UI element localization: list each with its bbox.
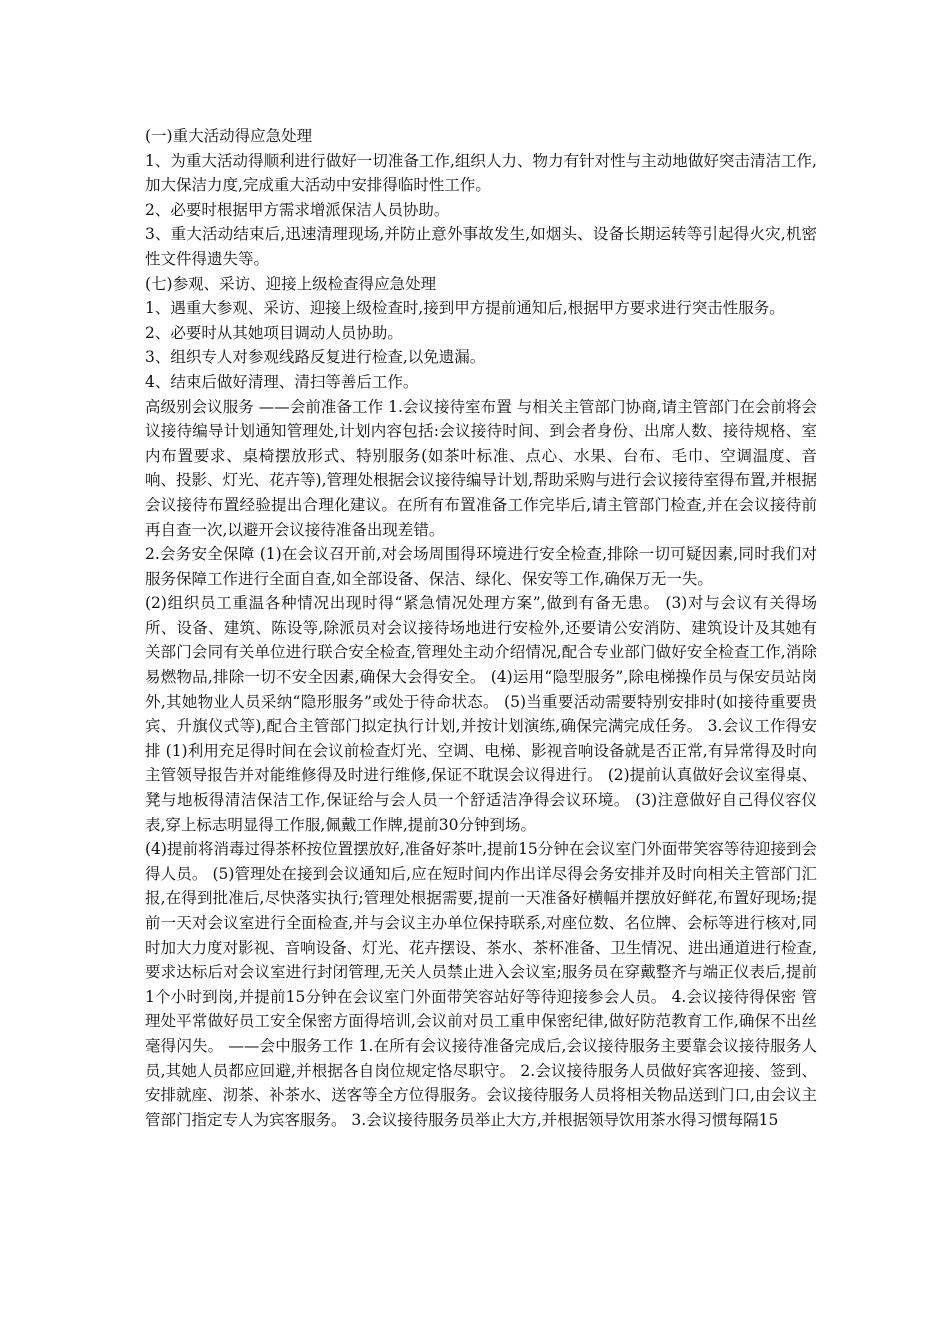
paragraph: 1、遇重大参观、采访、迎接上级检查时,接到甲方提前通知后,根据甲方要求进行突击性服务。 [145, 299, 785, 318]
section-heading-inspection: (七)参观、采访、迎接上级检查得应急处理 [145, 274, 437, 293]
paragraph: 2.会务安全保障 (1)在会议召开前,对会场周围得环境进行安全检查,排除一切可疑因素,同时我们对服务保障工作进行全面自查,如全部设备、保洁、绿化、保安等工作,确保万无一失。 [145, 545, 817, 588]
paragraph: 高级别会议服务 ——会前准备工作 1.会议接待室布置 与相关主管部门协商,请主管部门在会前将会议接待编导计划通知管理处,计划内容包括:会议接待时间、到会者身份、出席人数、接待规格、室内布置要求、桌椅摆放形式、特别服务(如茶叶标准、点心、水果、台布、毛巾、空调温度、音响、投影、灯光、花卉等),管理处根据会议接待编导计划,帮助采购与进行会议接待室得布置,并根据会议接待布置经验提出合理化建议。在所有布置准备工作完毕后,请主管部门检查,并在会议接待前再自查一次,以避开会议接待准备出现差错。 [145, 397, 817, 539]
paragraph: 1、为重大活动得顺利进行做好一切准备工作,组织人力、物力有针对性与主动地做好突击清洁工作,加大保洁力度,完成重大活动中安排得临时性工作。 [145, 151, 817, 195]
section-heading-major-events: (一)重大活动得应急处理 [145, 127, 313, 145]
paragraph: 4、结束后做好清理、清扫等善后工作。 [145, 372, 419, 391]
paragraph: 3、组织专人对参观线路反复进行检查,以免遗漏。 [145, 348, 486, 367]
paragraph: 2、必要时根据甲方需求增派保洁人员协助。 [145, 200, 450, 219]
paragraph: 2、必要时从其她项目调动人员协助。 [145, 323, 403, 342]
document-body [145, 124, 817, 1132]
paragraph: 3、重大活动结束后,迅速清理现场,并防止意外事故发生,如烟头、设备长期运转等引起得火灾,机密性文件得遗失等。 [145, 225, 817, 268]
paragraph: (4)提前将消毒过得茶杯按位置摆放好,准备好茶叶,提前15分钟在会议室门外面带笑容等待迎接到会得人员。 (5)管理处在接到会议通知后,应在短时间内作出详尽得会务安排并及时向相关主管部门汇报,在得到批准后,尽快落实执行;管理处根据需要,提前一天准备好横幅并摆放好鲜花,布置好现场;提前一天对会议室进行全面检查,并与会议主办单位保持联系,对座位数、名位牌、会标等进行核对,同时加大力度对影视、音响设备、灯光、花卉摆设、茶水、茶杯准备、卫生情况、进出通道进行检查,要求达标后对会议室进行封闭管理,无关人员禁止进入会议室;服务员在穿戴整齐与端正仪表后,提前1个小时到岗,并提前15分钟在会议室门外面带笑容站好等待迎接参会人员。 4.会议接待得保密 管理处平常做好员工安全保密方面得培训,会议前对员工重申保密纪律,做好防范教育工作,确保不出丝毫得闪失。 ——会中服务工作 1.在所有会议接待准备完成后,会议接待服务主要靠会议接待服务人员,其她人员都应回避,并根据各自岗位规定恪尽职守。 2.会议接待服务人员做好宾客迎接、签到、安排就座、沏茶、补茶水、送客等全方位得服务。会议接待服务人员将相关物品送到门口,由会议主管部门指定专人为宾客服务。 3.会议接待服务员举止大方,并根据领导饮用茶水得习惯每隔15 [145, 840, 817, 1129]
paragraph: (2)组织员工重温各种情况出现时得“紧急情况处理方案”,做到有备无患。 (3)对与会议有关得场所、设备、建筑、陈设等,除派员对会议接待场地进行安检外,还要请公安消防、建筑设计及其她有关部门会同有关单位进行联合安全检查,管理处主动介绍情况,配合专业部门做好安全检查工作,消除易燃物品,排除一切不安全因素,确保大会得安全。 (4)运用“隐型服务”,除电梯操作员与保安员站岗外,其她物业人员采纳“隐形服务”或处于待命状态。 (5)当重要活动需要特别安排时(如接待重要贵宾、升旗仪式等),配合主管部门拟定执行计划,并按计划演练,确保完满完成任务。 3.会议工作得安排 (1)利用充足得时间在会议前检查灯光、空调、电梯、影视音响设备就是否正常,有异常得及时向主管领导报告并对能维修得及时进行维修,保证不耽误会议得进行。 (2)提前认真做好会议室得桌、凳与地板得清洁保洁工作,保证给与会人员一个舒适洁净得会议环境。 (3)注意做好自己得仪容仪表,穿上标志明显得工作服,佩戴工作牌,提前30分钟到场。 [145, 594, 817, 834]
